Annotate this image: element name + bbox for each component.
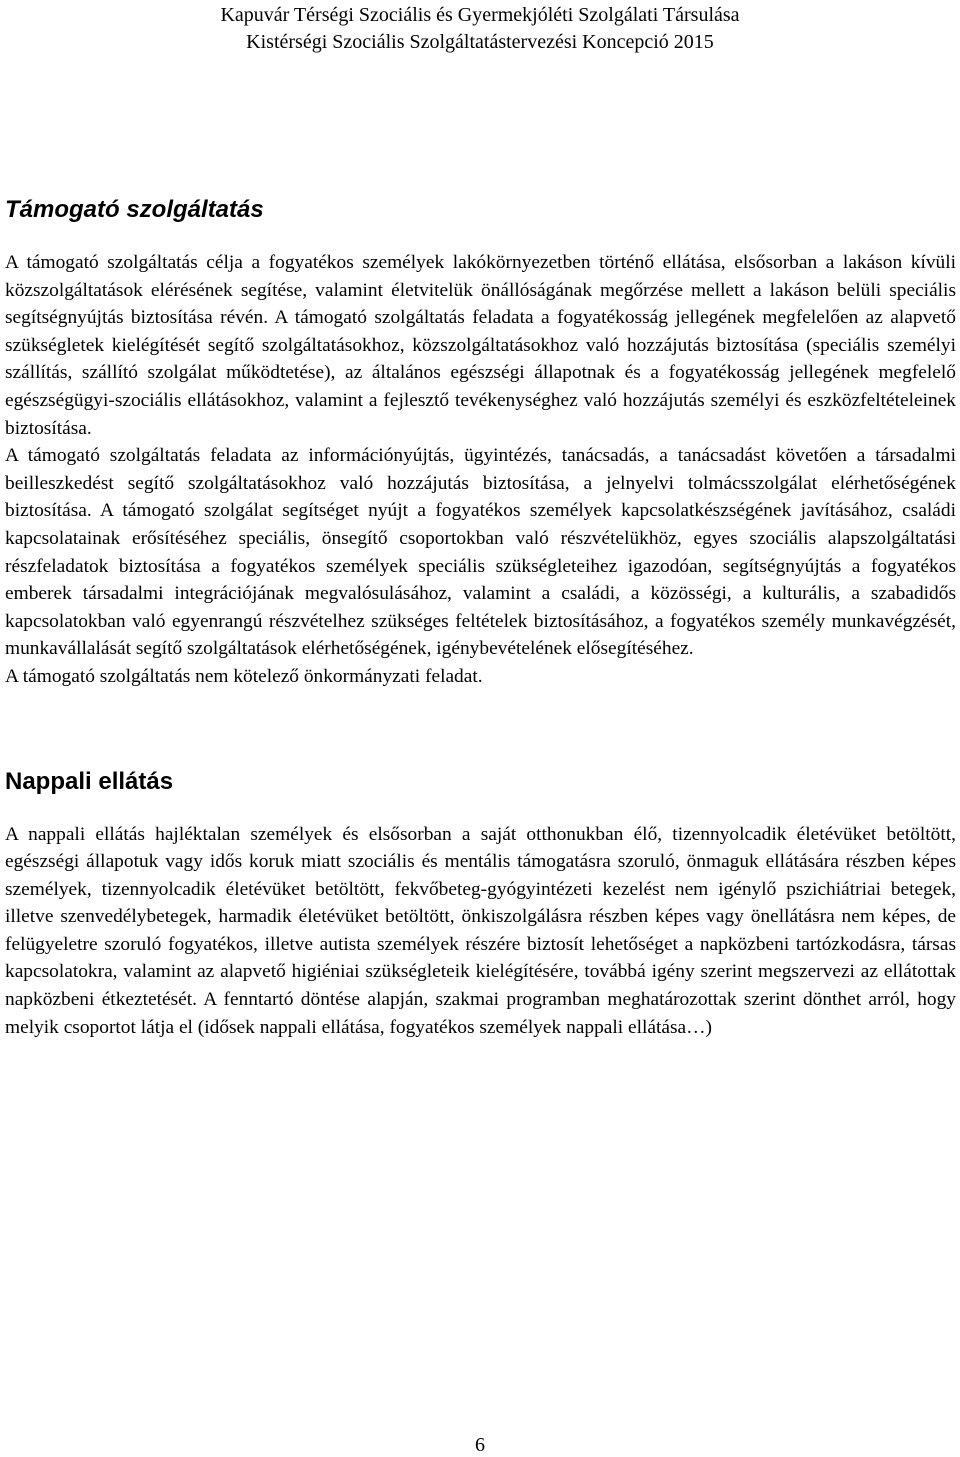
paragraph: A támogató szolgáltatás feladata az információnyújtás, ügyintézés, tanácsadás, a tanácsadást követően a társadalmi beilleszkedést segítő szolgáltatásokhoz való hozzájutás biztosítása, a jelnyelvi tolmácsszolgálat elérhetőségének biztosítása. A támogató szolgálat segítséget nyújt a fogyatékos személyek kapcsolatkészségének javításához, családi kapcsolatainak erősítéséhez speciális, önsegítő csoportokban való részvételükhöz, egyes szociális alapszolgáltatási részfeladatok biztosítása a fogyatékos személyek speciális szükségleteihez igazodóan, segítségnyújtás a fogyatékos emberek társadalmi integrációjának megvalósulásához, valamint a családi, a közösségi, a kulturális, a szabadidős kapcsolatokban való egyenrangú részvételhez szükséges feltételek biztosításához, a fogyatékos személy munkavégzését, munkavállalását segítő szolgáltatások elérhetőségének, igénybevételének elősegítéséhez. [5, 445, 956, 660]
document-body [5, 190, 956, 1041]
header-document-title: Kistérségi Szociális Szolgáltatástervezési Koncepció 2015 [246, 31, 714, 53]
page-number: 6 [475, 1434, 485, 1456]
header-organization: Kapuvár Térségi Szociális és Gyermekjóléti Szolgálati Társulása [220, 4, 740, 26]
paragraph: A támogató szolgáltatás célja a fogyatékos személyek lakókörnyezetben történő ellátása, elsősorban a lakáson kívüli közszolgáltatások elérésének segítése, valamint életvitelük önállóságának megőrzése mellett a lakáson belüli speciális segítségnyújtás biztosítása révén. A támogató szolgáltatás feladata a fogyatékosság jellegének megfelelően az alapvető szükségletek kielégítését segítő szolgáltatásokhoz, közszolgáltatásokhoz való hozzájutás biztosítása (speciális személyi szállítás, szállító szolgálat működtetése), az általános egészségi állapotnak és a fogyatékosság jellegének megfelelő egészségügyi-szociális ellátásokhoz, valamint a fejlesztő tevékenységhez való hozzájutás személyi és eszközfeltételeinek biztosítása. [5, 252, 956, 439]
section-text [5, 249, 956, 691]
paragraph: A támogató szolgáltatás nem kötelező önkormányzati feladat. [5, 665, 483, 687]
section-nappali-ellatas [5, 762, 956, 1042]
section-spacer [5, 691, 956, 762]
section-title: Támogató szolgáltatás [5, 196, 264, 223]
page-header [0, 2, 960, 56]
section-tamogato-szolgaltatas [5, 190, 956, 691]
paragraph: A nappali ellátás hajléktalan személyek és elsősorban a saját otthonukban élő, tizennyolcadik életévüket betöltött, egészségi állapotuk vagy idős koruk miatt szociális és mentális támogatásra szoruló, önmaguk ellátására részben képes személyek, tizennyolcadik életévüket betöltött, fekvőbeteg-gyógyintézeti kezelést nem igénylő pszichiátriai betegek, illetve szenvedélybetegek, harmadik életévüket betöltött, önkiszolgálásra részben képes vagy önellátásra nem képes, de felügyeletre szoruló fogyatékos, illetve autista személyek részére biztosít lehetőséget a napközbeni tartózkodásra, társas kapcsolatokra, valamint az alapvető higiéniai szükségleteik kielégítésére, továbbá igény szerint megszervezi az ellátottak napközbeni étkeztetését. A fenntartó döntése alapján, szakmai programban meghatározottak szerint dönthet arról, hogy melyik csoportot látja el (idősek nappali ellátása, fogyatékos személyek nappali ellátása…) [5, 823, 956, 1038]
section-text [5, 821, 956, 1042]
section-title: Nappali ellátás [5, 767, 174, 795]
